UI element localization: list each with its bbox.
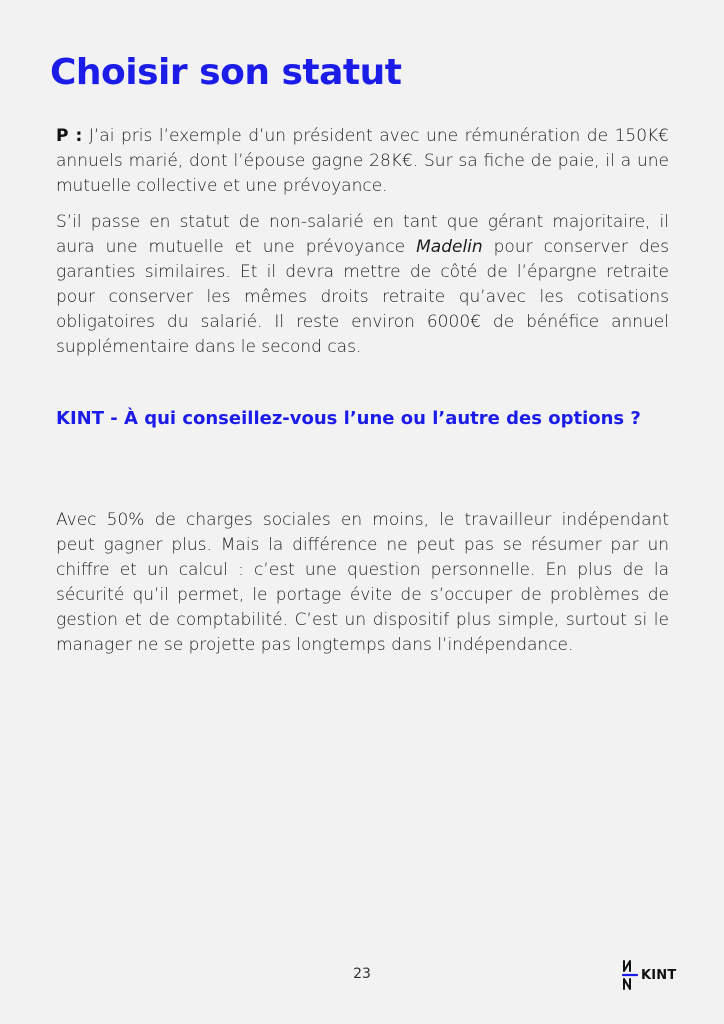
page-number: 23 xyxy=(353,966,371,982)
brand-logo xyxy=(621,958,676,992)
interview-paragraph-1 xyxy=(56,124,669,199)
interview-question: KINT - À qui conseillez-vous l’une ou l’autre des options ? xyxy=(56,408,641,429)
paragraph-1-text: J’ai pris l’exemple d’un président avec une rémunération de 150K€ annuels marié, dont l’épouse gagne 28K€. Sur sa fiche de paie, il a une mutuelle collective et une prévoyance. xyxy=(56,126,669,196)
kint-logo-icon xyxy=(621,959,639,991)
interview-paragraph-2 xyxy=(56,210,669,360)
speaker-label: P : xyxy=(56,126,83,146)
interview-answer: Avec 50% de charges sociales en moins, le travailleur indépendant peut gagner plus. Mais la différence ne peut pas se résumer par un chiffre et un calcul : c’est une question personnelle. En plus de la sécurité qu’il permet, le portage évite de s’occuper de problèmes de gestion et de comptabilité. C’est un dispositif plus simple, surtout si le manager ne se projette pas longtemps dans l’indépendance. xyxy=(56,510,669,655)
paragraph-2-emphasis: Madelin xyxy=(416,237,483,257)
brand-name: KINT xyxy=(641,967,677,983)
page-title: Choisir son statut xyxy=(50,52,402,93)
paragraph-2-text-end: pour conserver des garanties similaires. Et il devra mettre de côté de l’épargne retraite pour conserver les mêmes droits retraite qu’avec les cotisations obligatoires du salarié. Il reste environ 6000€ de bénéfice annuel supplémentaire dans le second cas. xyxy=(56,237,669,357)
paragraph-2-text-start: S’il passe en statut de non-salarié en tant que gérant majoritaire, il aura une mutuelle et une prévoyance xyxy=(56,212,669,257)
